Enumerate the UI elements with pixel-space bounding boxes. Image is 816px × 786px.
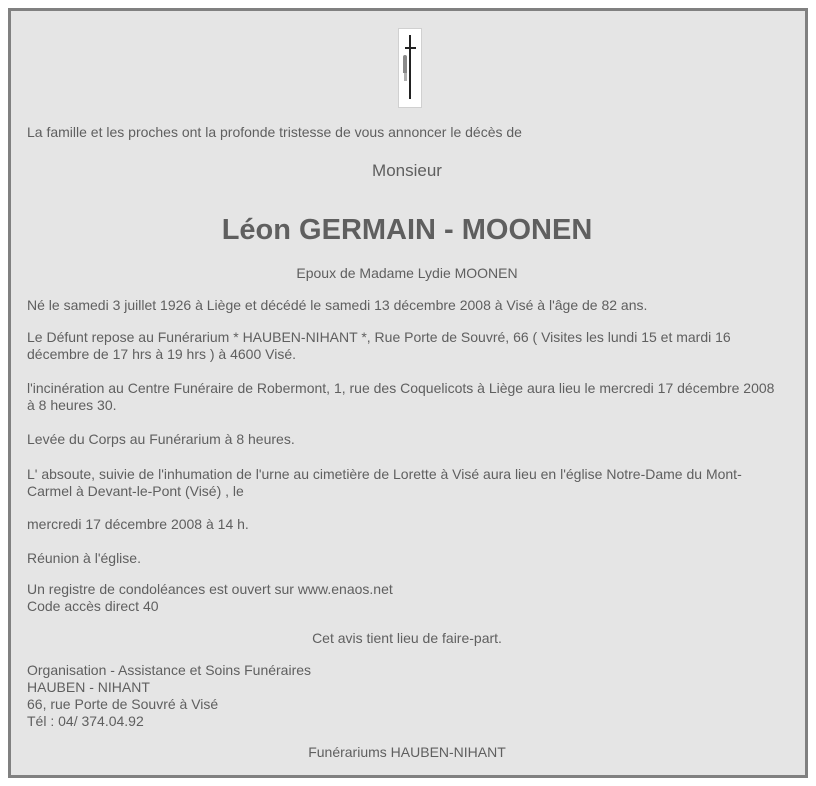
rest-text: Le Défunt repose au Funérarium * HAUBEN-NIHANT *, Rue Porte de Souvré, 66 ( Visites les lundi 15 et mardi 16 décembre de 17 hrs à 19 hrs ) à 4600 Visé. xyxy=(27,329,731,362)
registry-line: Un registre de condoléances est ouvert sur www.enaos.net xyxy=(27,581,393,597)
birth-death-text: Né le samedi 3 juillet 1926 à Liège et décédé le samedi 13 décembre 2008 à Visé à l'âge de 82 ans. xyxy=(27,297,648,313)
reunion-text: Réunion à l'église. xyxy=(27,550,141,566)
ceremony-date: mercredi 17 décembre 2008 à 14 h. xyxy=(27,516,249,532)
cremation-text: l'incinération au Centre Funéraire de Robermont, 1, rue des Coquelicots à Liège aura lieu le mercredi 17 décembre 2008 à 8 heures 30. xyxy=(27,380,775,413)
levee-text: Levée du Corps au Funérarium à 8 heures. xyxy=(27,431,295,447)
access-code: Code accès direct 40 xyxy=(27,598,159,614)
organisation-block xyxy=(27,662,787,730)
deceased-name: Léon GERMAIN - MOONEN xyxy=(221,214,593,246)
organisation-address: 66, rue Porte de Souvré à Visé xyxy=(27,696,219,712)
intro-text: La famille et les proches ont la profonde tristesse de vous annoncer le décès de xyxy=(27,124,522,140)
cross-icon xyxy=(398,28,422,108)
organisation-line: Organisation - Assistance et Soins Funéraires xyxy=(27,662,312,678)
registry-text xyxy=(27,581,787,615)
obituary-card xyxy=(8,8,808,778)
organisation-phone: Tél : 04/ 374.04.92 xyxy=(27,713,144,729)
organisation-name: HAUBEN - NIHANT xyxy=(27,679,150,695)
notice-text: Cet avis tient lieu de faire-part. xyxy=(312,630,502,646)
spouse-text: Epoux de Madame Lydie MOONEN xyxy=(296,265,518,281)
footer-text: Funérariums HAUBEN-NIHANT xyxy=(308,744,506,760)
absoute-text: L' absoute, suivie de l'inhumation de l'urne au cimetière de Lorette à Visé aura lieu en l'église Notre-Dame du Mont-Carmel à Devant-le-Pont (Visé) , le xyxy=(27,466,742,499)
salutation: Monsieur xyxy=(372,161,442,180)
